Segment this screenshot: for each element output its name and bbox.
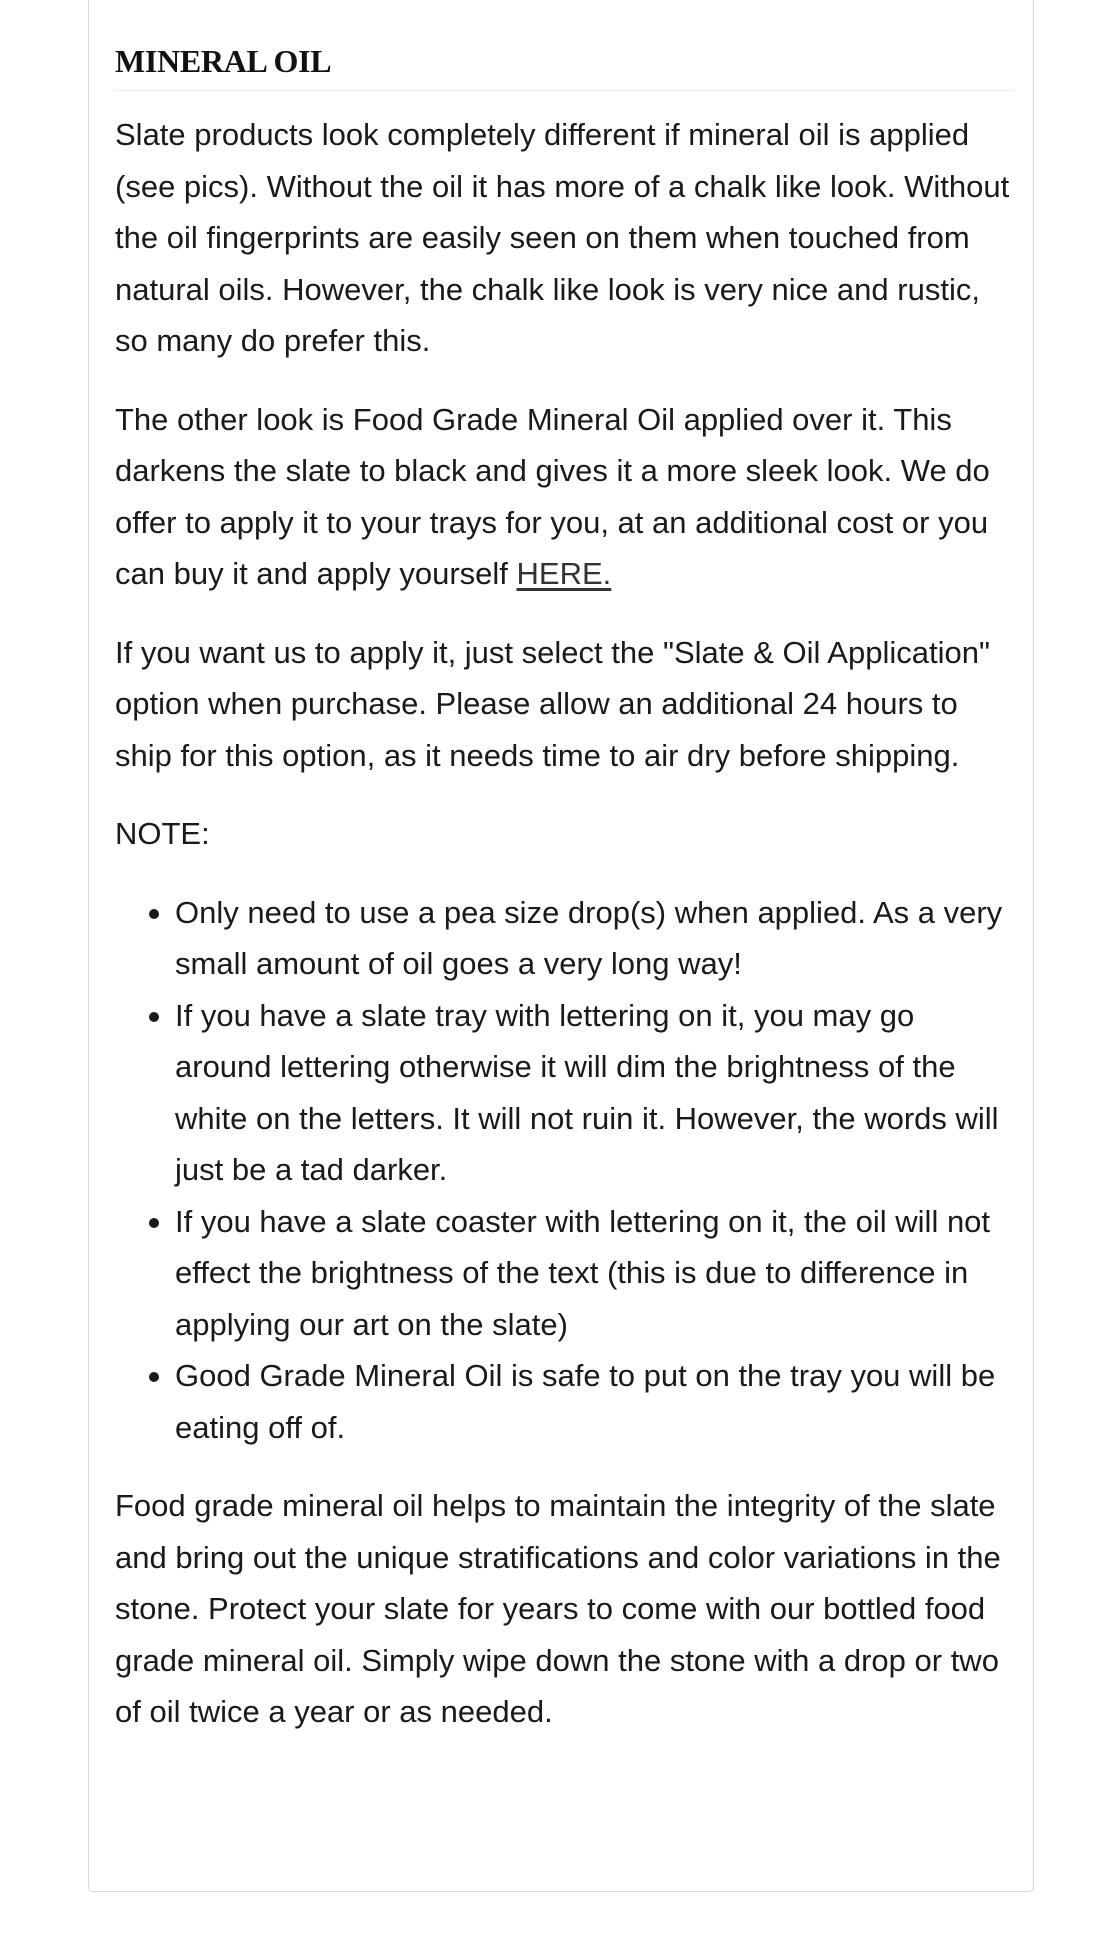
other-look-text: The other look is Food Grade Mineral Oil applied over it. This darkens the slate to black and gives it a more sleek look. We do offer to apply it to your trays for you, at an additional cost or you can buy it and apply yourself (115, 401, 990, 591)
intro-paragraph: Slate products look completely different if mineral oil is applied (see pics). Without the oil it has more of a chalk like look. Without the oil fingerprints are easily seen on them when touched from natural oils. However, the chalk like look is very nice and rustic, so many do prefer this. (115, 117, 1010, 358)
other-look-paragraph (115, 394, 1015, 600)
list-item: If you have a slate coaster with lettering on it, the oil will not effect the brightness of the text (this is due to difference in applying our art on the slate) (175, 1196, 1015, 1351)
closing-paragraph: Food grade mineral oil helps to maintain the integrity of the slate and bring out the unique stratifications and color variations in the stone. Protect your slate for years to come with our bottled food grade mineral oil. Simply wipe down the stone with a drop or two of oil twice a year or as needed. (115, 1488, 1001, 1729)
notes-list (115, 887, 1015, 1454)
previous-section-cut-text (335, 0, 861, 2)
apply-option-paragraph: If you want us to apply it, just select the "Slate & Oil Application" option when purchase. Please allow an additional 24 hours to ship for this option, as it needs time to air dry before shipping. (115, 634, 990, 773)
section-title-mineral-oil: MINERAL OIL (115, 40, 1013, 91)
list-item: If you have a slate tray with lettering on it, you may go around lettering otherwise it will dim the brightness of the white on the letters. It will not ruin it. However, the words will just be a tad darker. (175, 990, 1015, 1196)
here-link[interactable]: HERE. (516, 556, 612, 591)
product-description-panel (88, 0, 1034, 1892)
list-item: Good Grade Mineral Oil is safe to put on the tray you will be eating off of. (175, 1350, 1015, 1453)
mineral-oil-body (115, 109, 1015, 1765)
list-item: Only need to use a pea size drop(s) when applied. As a very small amount of oil goes a very long way! (175, 887, 1015, 990)
note-label: NOTE: (115, 816, 210, 851)
